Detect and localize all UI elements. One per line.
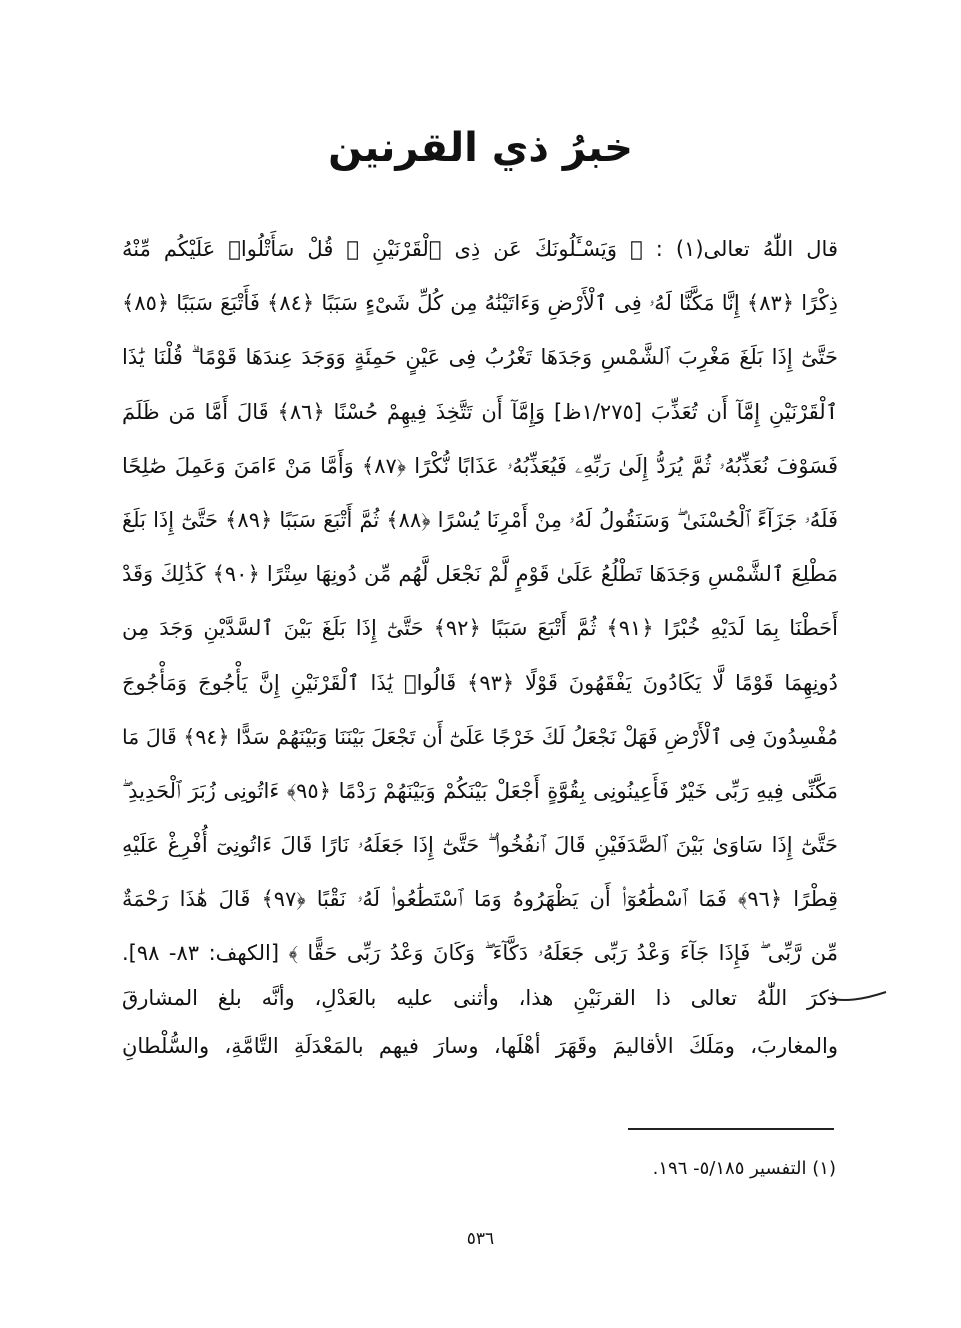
verse-block: [122, 222, 838, 981]
commentary-line-1: ذكرَ اللّٰهُ تعالى ذا القرنَيْنِ هذا، وأثنى عليه بالعَدْلِ، وأنَّه بلغ المشارقَ: [122, 986, 838, 1010]
chapter-title: خبرُ ذي القرنين: [328, 125, 633, 171]
verse-line-12: حَتَّىٰٓ إِذَا سَاوَىٰ بَيْنَ ٱلصَّدَفَيْنِ قَالَ ٱنفُخُوا۟ ۖ حَتَّىٰٓ إِذَا جَعَلَهُۥ نَارًا قَالَ ءَاتُونِىٓ أُفْرِغْ عَلَيْهِ: [122, 833, 838, 858]
verse-line-14: مِّن رَّبِّى ۖ فَإِذَا جَآءَ وَعْدُ رَبِّى جَعَلَهُۥ دَكَّآءَ ۖ وَكَانَ وَعْدُ رَبِّى حَقًّا ﴾ [الكهف: ٨٣- ٩٨].: [122, 941, 838, 966]
commentary-paragraph: [122, 974, 838, 1070]
verse-line-13: قِطْرًا ﴿٩٦﴾ فَمَا ٱسْطَٰعُوٓا۟ أَن يَظْهَرُوهُ وَمَا ٱسْتَطَٰعُوا۟ لَهُۥ نَقْبًا ﴿٩٧﴾ قَالَ هَٰذَا رَحْمَةٌ: [122, 887, 838, 912]
verse-line-3: حَتَّىٰٓ إِذَا بَلَغَ مَغْرِبَ ٱلشَّمْسِ وَجَدَهَا تَغْرُبُ فِى عَيْنٍ حَمِئَةٍ وَوَجَدَ عِندَهَا قَوْمًا ۗ قُلْنَا يَٰذَا: [122, 345, 838, 370]
verse-line-7: مَطْلِعَ ٱلشَّمْسِ وَجَدَهَا تَطْلُعُ عَلَىٰ قَوْمٍ لَّمْ نَجْعَل لَّهُم مِّن دُونِهَا سِتْرًا ﴿٩٠﴾ كَذَٰلِكَ وَقَدْ: [122, 562, 838, 587]
verse-line-11: مَكَّنِّى فِيهِ رَبِّى خَيْرٌ فَأَعِينُونِى بِقُوَّةٍ أَجْعَلْ بَيْنَكُمْ وَبَيْنَهُمْ رَدْمًا ﴿٩٥﴾ ءَاتُونِى زُبَرَ ٱلْحَدِيدِ ۖ: [122, 778, 838, 803]
verse-line-4: ٱلْقَرْنَيْنِ إِمَّآ أَن تُعَذِّبَ [١/٢٧٥ظ] وَإِمَّآ أَن تَتَّخِذَ فِيهِمْ حُسْنًا ﴿٨٦﴾ قَالَ أَمَّا مَن ظَلَمَ: [122, 399, 838, 424]
footnote: (١) التفسير ٥/١٨٥- ١٩٦.: [652, 1158, 836, 1179]
commentary-line-2: والمغاربَ، ومَلَكَ الأقاليمَ وقَهَرَ أهْلَها، وسارَ فيهم بالمَعْدَلَةِ التَّامَّةِ، والسُّلْطانِ: [122, 1034, 838, 1058]
verse-line-1: قال اللّٰهُ تعالى(١) : ﴿ وَيَسْـَٔلُونَكَ عَن ذِى ٱلْقَرْنَيْنِ ۖ قُلْ سَأَتْلُوا۟ عَلَيْكُم مِّنْهُ: [122, 237, 838, 261]
verse-line-6: فَلَهُۥ جَزَآءً ٱلْحُسْنَىٰ ۖ وَسَنَقُولُ لَهُۥ مِنْ أَمْرِنَا يُسْرًا ﴿٨٨﴾ ثُمَّ أَتْبَعَ سَبَبًا ﴿٨٩﴾ حَتَّىٰٓ إِذَا بَلَغَ: [122, 507, 838, 532]
verse-line-9: دُونِهِمَا قَوْمًا لَّا يَكَادُونَ يَفْقَهُونَ قَوْلًا ﴿٩٣﴾ قَالُوا۟ يَٰذَا ٱلْقَرْنَيْنِ إِنَّ يَأْجُوجَ وَمَأْجُوجَ: [122, 670, 838, 695]
page-number: ٥٣٦: [466, 1229, 495, 1249]
footnote-divider: [628, 1128, 834, 1130]
verse-line-2: ذِكْرًا ﴿٨٣﴾ إِنَّا مَكَّنَّا لَهُۥ فِى ٱلْأَرْضِ وَءَاتَيْنَٰهُ مِن كُلِّ شَىْءٍ سَبَبًا ﴿٨٤﴾ فَأَتْبَعَ سَبَبًا ﴿٨٥﴾: [122, 291, 838, 316]
verse-line-10: مُفْسِدُونَ فِى ٱلْأَرْضِ فَهَلْ نَجْعَلُ لَكَ خَرْجًا عَلَىٰٓ أَن تَجْعَلَ بَيْنَنَا وَبَيْنَهُمْ سَدًّا ﴿٩٤﴾ قَالَ مَا: [122, 724, 838, 749]
verse-line-5: فَسَوْفَ نُعَذِّبُهُۥ ثُمَّ يُرَدُّ إِلَىٰ رَبِّهِۦ فَيُعَذِّبُهُۥ عَذَابًا نُّكْرًا ﴿٨٧﴾ وَأَمَّا مَنْ ءَامَنَ وَعَمِلَ صَٰلِحًا: [122, 453, 838, 478]
verse-line-8: أَحَطْنَا بِمَا لَدَيْهِ خُبْرًا ﴿٩١﴾ ثُمَّ أَتْبَعَ سَبَبًا ﴿٩٢﴾ حَتَّىٰٓ إِذَا بَلَغَ بَيْنَ ٱلسَّدَّيْنِ وَجَدَ مِن: [122, 616, 838, 641]
